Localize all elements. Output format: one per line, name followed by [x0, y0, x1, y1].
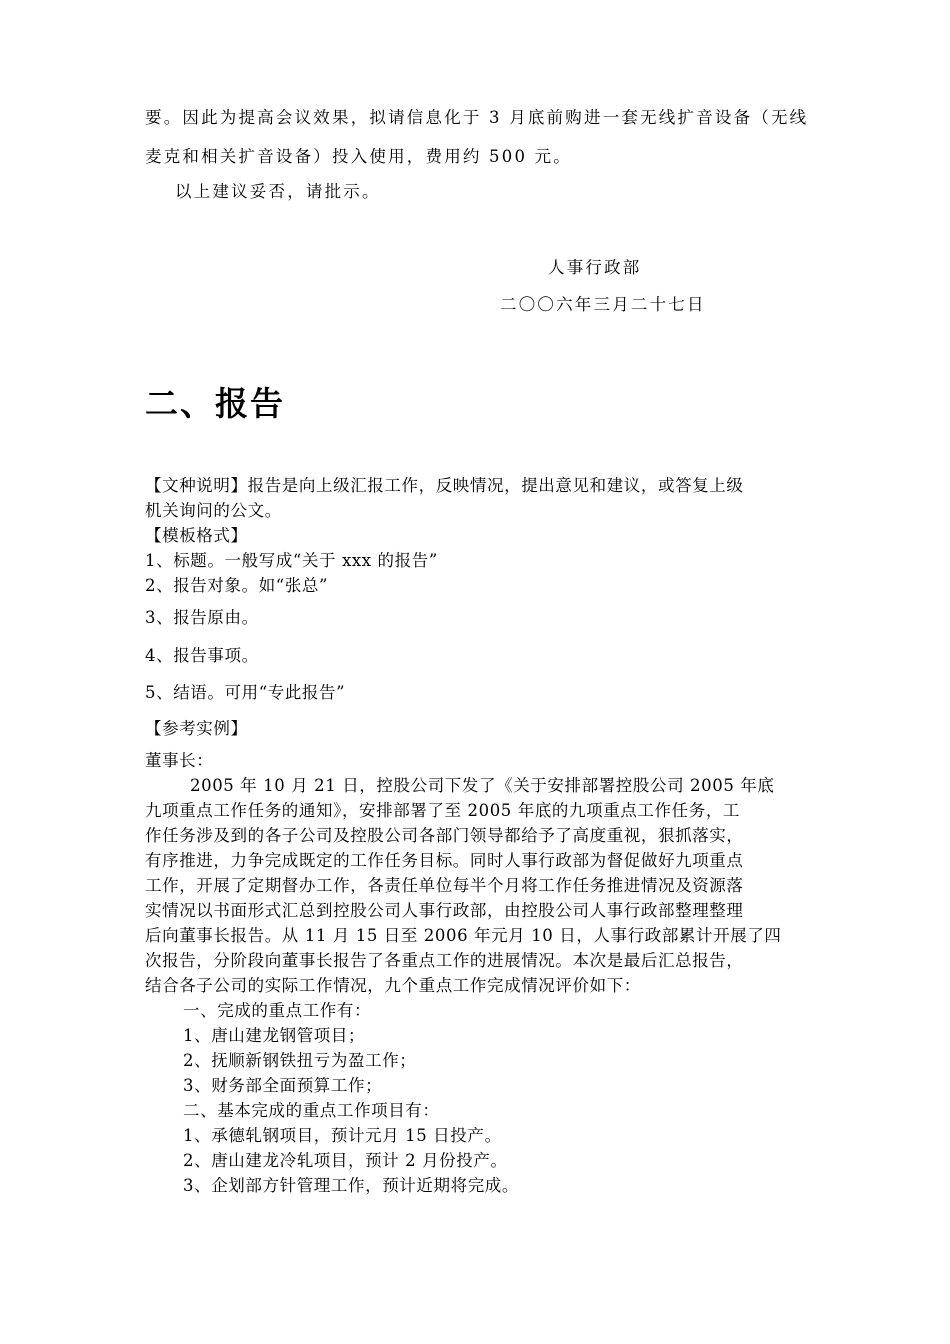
reference-example-label: 【参考实例】 [145, 719, 248, 738]
signature-date: 二〇〇六年三月二十七日 [500, 295, 706, 314]
memo-request: 以上建议妥否，请批示。 [175, 182, 381, 201]
template-item: 2、报告对象。如“张总” [145, 576, 329, 595]
example-body-line: 结合各子公司的实际工作情况，九个重点工作完成情况评价如下： [145, 976, 641, 995]
example-body-line: 2005 年 10 月 21 日，控股公司下发了《关于安排部署控股公司 2005 年底 [190, 776, 775, 795]
basic-completed-item: 1、承德轧钢项目，预计元月 15 日投产。 [183, 1126, 502, 1145]
example-body-line: 工作，开展了定期督办工作，各责任单位每半个月将工作任务推进情况及资源落 [145, 876, 744, 895]
basic-completed-heading: 二、基本完成的重点工作项目有： [183, 1101, 440, 1120]
template-item: 1、标题。一般写成“关于 xxx 的报告” [145, 551, 438, 570]
example-salutation: 董事长： [145, 751, 214, 770]
completed-heading: 一、完成的重点工作有： [183, 1001, 372, 1020]
basic-completed-item: 3、企划部方针管理工作，预计近期将完成。 [183, 1176, 519, 1195]
signature-department: 人事行政部 [548, 258, 642, 277]
section-heading: 二、报告 [145, 384, 285, 423]
template-item: 4、报告事项。 [145, 646, 259, 665]
example-body-line: 后向董事长报告。从 11 月 15 日至 2006 年元月 10 日，人事行政部累计开展了四 [145, 926, 782, 945]
template-item: 5、结语。可用“专此报告” [145, 683, 346, 702]
example-body-line: 作任务涉及到的各子公司及控股公司各部门领导都给予了高度重视，狠抓落实， [145, 826, 744, 845]
completed-item: 1、唐山建龙钢管项目； [183, 1026, 366, 1045]
memo-paragraph-line: 要。因此为提高会议效果，拟请信息化于 3 月底前购进一套无线扩音设备（无线 [145, 108, 809, 127]
example-body-line: 实情况以书面形式汇总到控股公司人事行政部，由控股公司人事行政部整理整理 [145, 901, 744, 920]
example-body-line: 九项重点工作任务的通知》，安排部署了至 2005 年底的九项重点工作任务，工 [145, 801, 741, 820]
memo-paragraph-line: 麦克和相关扩音设备）投入使用，费用约 500 元。 [145, 147, 572, 166]
example-body-line: 次报告，分阶段向董事长报告了各重点工作的进展情况。本次是最后汇总报告， [145, 951, 744, 970]
template-format-label: 【模板格式】 [145, 526, 248, 545]
doc-type-description-line: 【文种说明】报告是向上级汇报工作，反映情况，提出意见和建议，或答复上级 [145, 476, 744, 495]
example-body-line: 有序推进，力争完成既定的工作任务目标。同时人事行政部为督促做好九项重点 [145, 851, 744, 870]
completed-item: 2、抚顺新钢铁扭亏为盈工作； [183, 1051, 417, 1070]
completed-item: 3、财务部全面预算工作； [183, 1076, 383, 1095]
template-item: 3、报告原由。 [145, 608, 259, 627]
basic-completed-item: 2、唐山建龙冷轧项目，预计 2 月份投产。 [183, 1151, 508, 1170]
doc-type-description-line: 机关询问的公文。 [145, 501, 282, 520]
